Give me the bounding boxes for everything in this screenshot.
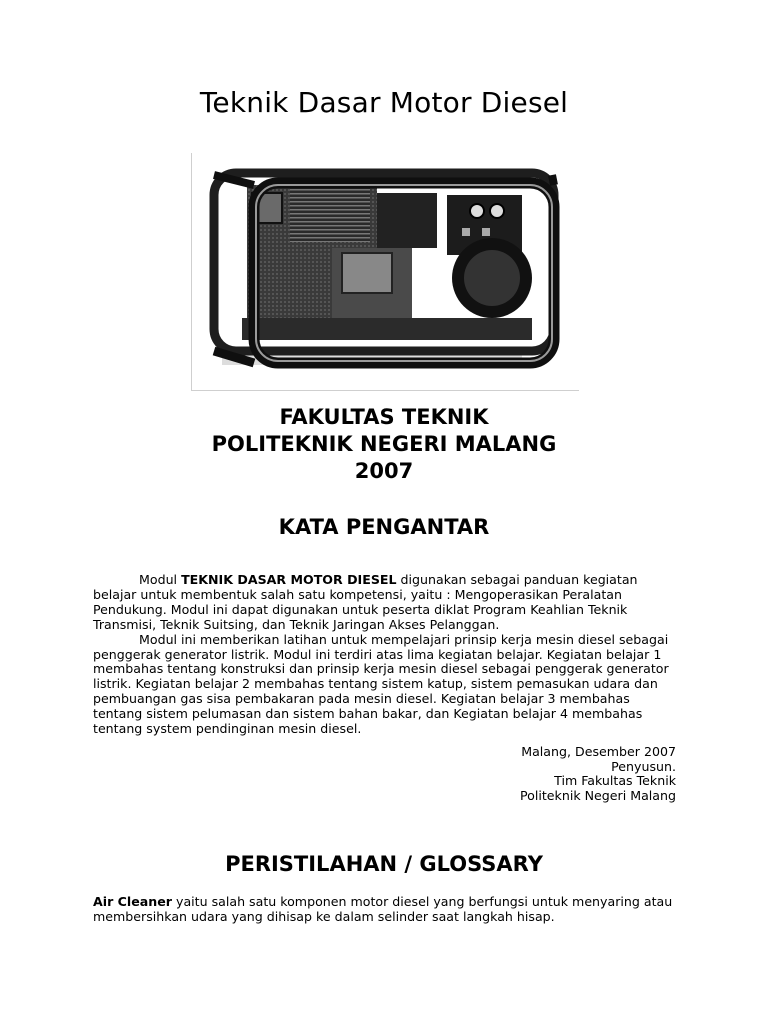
signature-role: Penyusun. [611, 758, 676, 774]
faculty-name: FAKULTAS TEKNIK [279, 405, 489, 429]
foreword-heading: KATA PENGANTAR [278, 515, 490, 539]
publication-year: 2007 [354, 459, 414, 483]
institution-block [0, 404, 768, 485]
glossary-term: Air Cleaner [93, 894, 172, 909]
glossary-definition: yaitu salah satu komponen motor diesel yang berfungsi untuk menyaring atau membersihkan udara yang dihisap ke dalam selinder saat langkah hisap. [93, 894, 673, 924]
signature-place-date: Malang, Desember 2007 [521, 744, 676, 759]
glossary-entry [93, 895, 683, 925]
glossary-heading: PERISTILAHAN / GLOSSARY [225, 852, 543, 876]
signature-institution: Politeknik Negeri Malang [520, 787, 676, 803]
foreword-paragraph-2: Modul ini memberikan latihan untuk mempelajari prinsip kerja mesin diesel sebagai penggerak generator listrik. Modul ini terdiri atas lima kegiatan belajar. Kegiatan belajar 1 membahas tentang konstruksi dan prinsip kerja mesin diesel sebagai penggerak generator listrik. Kegiatan belajar 2 membahas tentang sistem katup, sistem pemasukan udara dan pembuangan gas sisa pembakaran pada mesin diesel. Kegiatan belajar 3 membahas tentang sistem pelumasan dan sistem bahan bakar, dan Kegiatan belajar 4 membahas tentang system pendinginan mesin diesel. [93, 631, 669, 737]
foreword-body [93, 573, 683, 737]
module-name: TEKNIK DASAR MOTOR DIESEL [181, 572, 397, 587]
institution-name: POLITEKNIK NEGERI MALANG [211, 432, 557, 456]
document-title: Teknik Dasar Motor Diesel [199, 86, 569, 119]
diesel-generator-photo [191, 153, 579, 391]
foreword-paragraph-1: Modul TEKNIK DASAR MOTOR DIESEL digunakan sebagai panduan kegiatan belajar untuk membentuk salah satu kompetensi, yaitu : Mengoperasikan Peralatan Pendukung. Modul ini dapat digunakan untuk peserta diklat Program Keahlian Teknik Transmisi, Teknik Suitsing, dan Teknik Jaringan Akses Pelanggan. [93, 572, 638, 632]
signature-block [520, 745, 676, 803]
signature-team: Tim Fakultas Teknik [554, 773, 676, 789]
